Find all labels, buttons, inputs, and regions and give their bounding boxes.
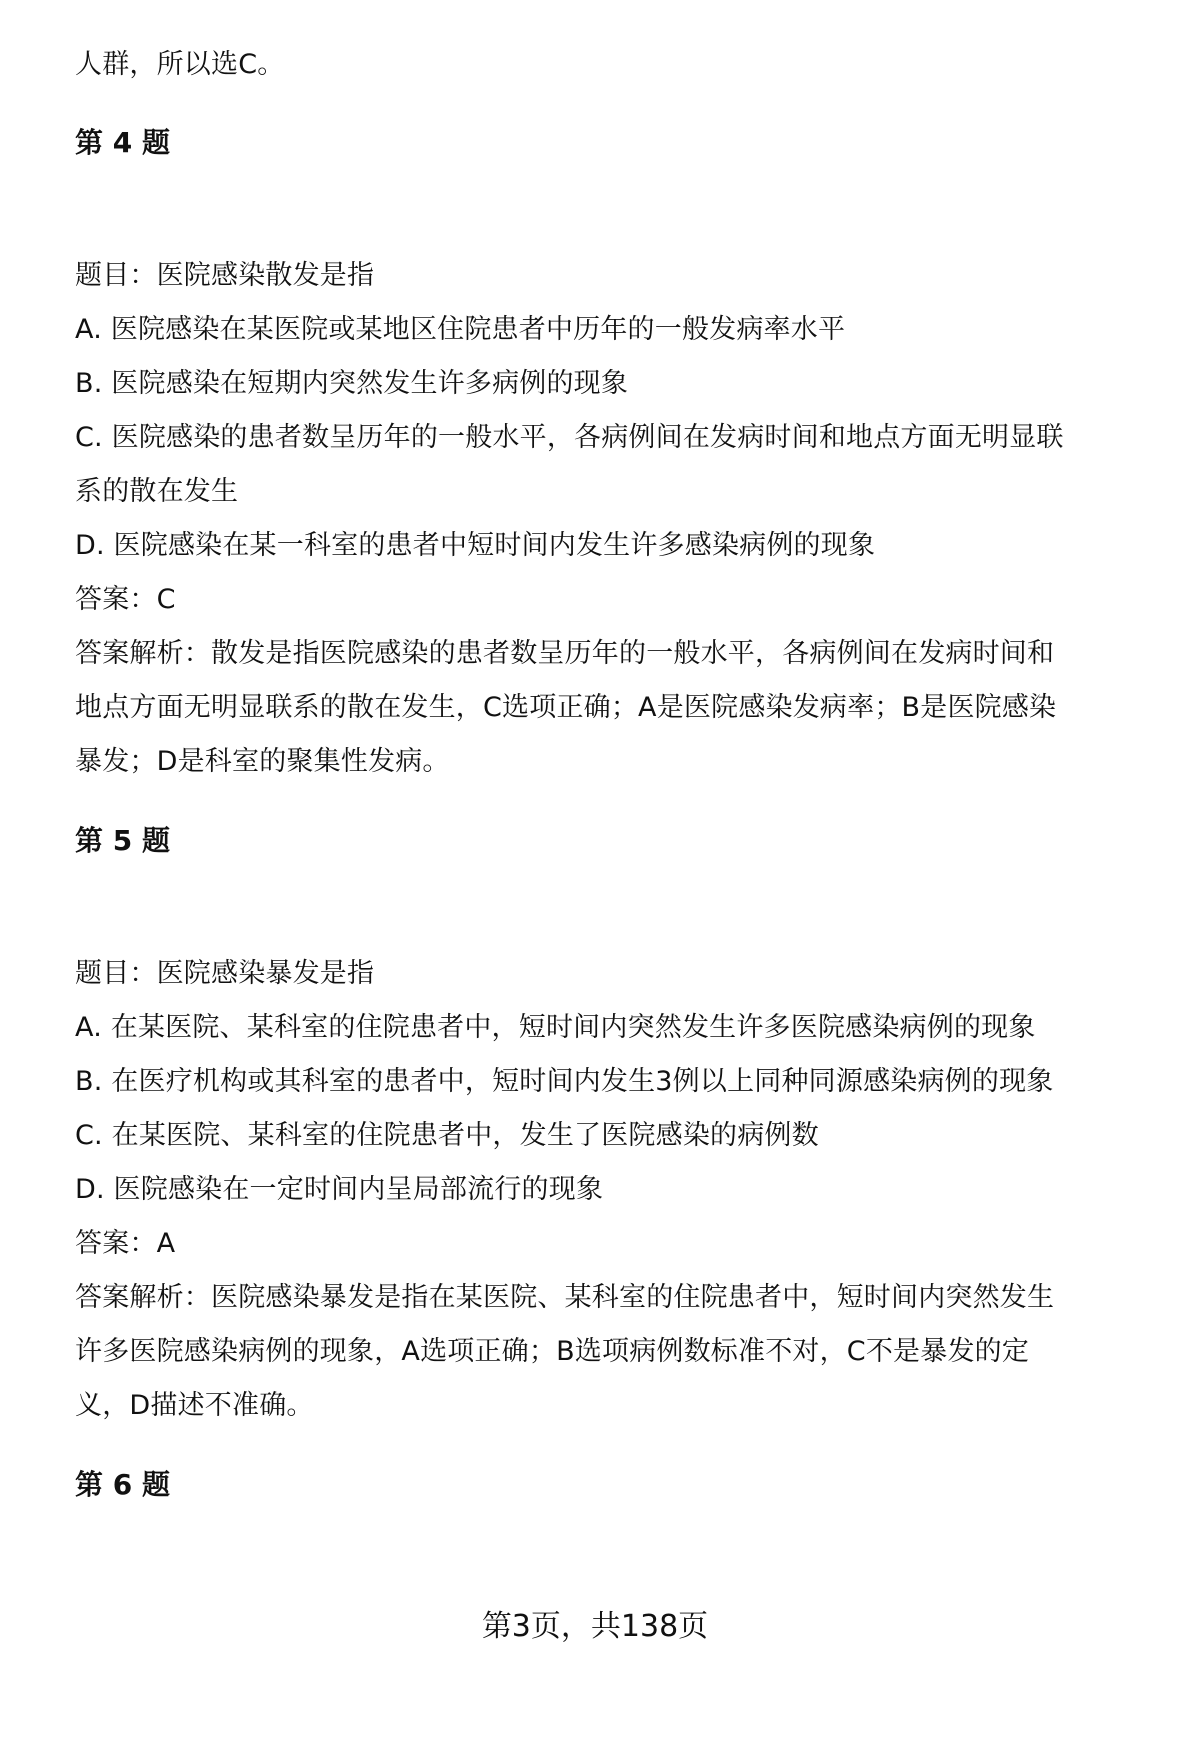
option-b: B. 医院感染在短期内突然发生许多病例的现象 — [75, 368, 629, 399]
option-b: B. 在医疗机构或其科室的患者中，短时间内发生3例以上同种同源感染病例的现象 — [75, 1066, 1054, 1097]
answer-explanation: 许多医院感染病例的现象，A选项正确；B选项病例数标准不对，C不是暴发的定 — [75, 1336, 1030, 1367]
question-heading: 第 4 题 — [75, 126, 170, 159]
answer-explanation: 地点方面无明显联系的散在发生，C选项正确；A是医院感染发病率；B是医院感染 — [75, 692, 1057, 723]
question-heading: 第 5 题 — [75, 824, 170, 857]
text-line: 人群，所以选C。 — [75, 49, 285, 80]
answer: 答案：A — [75, 1228, 176, 1259]
option-c: C. 在某医院、某科室的住院患者中，发生了医院感染的病例数 — [75, 1120, 819, 1151]
answer-explanation: 义，D描述不准确。 — [75, 1390, 314, 1421]
answer: 答案：C — [75, 584, 176, 615]
option-a: A. 在某医院、某科室的住院患者中，短时间内突然发生许多医院感染病例的现象 — [75, 1012, 1036, 1043]
page-footer: 第3页，共138页 — [481, 1609, 709, 1644]
option-c: C. 医院感染的患者数呈历年的一般水平，各病例间在发病时间和地点方面无明显联 — [75, 422, 1064, 453]
option-d: D. 医院感染在一定时间内呈局部流行的现象 — [75, 1174, 604, 1205]
option-a: A. 医院感染在某医院或某地区住院患者中历年的一般发病率水平 — [75, 314, 846, 345]
answer-explanation: 答案解析：散发是指医院感染的患者数呈历年的一般水平，各病例间在发病时间和 — [75, 638, 1055, 669]
question-heading: 第 6 题 — [75, 1468, 170, 1501]
question-stem: 题目：医院感染散发是指 — [75, 260, 375, 291]
question-stem: 题目：医院感染暴发是指 — [75, 958, 375, 989]
option-c-continued: 系的散在发生 — [75, 476, 239, 507]
answer-explanation: 答案解析：医院感染暴发是指在某医院、某科室的住院患者中，短时间内突然发生 — [75, 1282, 1055, 1313]
answer-explanation: 暴发；D是科室的聚集性发病。 — [75, 746, 450, 777]
option-d: D. 医院感染在某一科室的患者中短时间内发生许多感染病例的现象 — [75, 530, 876, 561]
